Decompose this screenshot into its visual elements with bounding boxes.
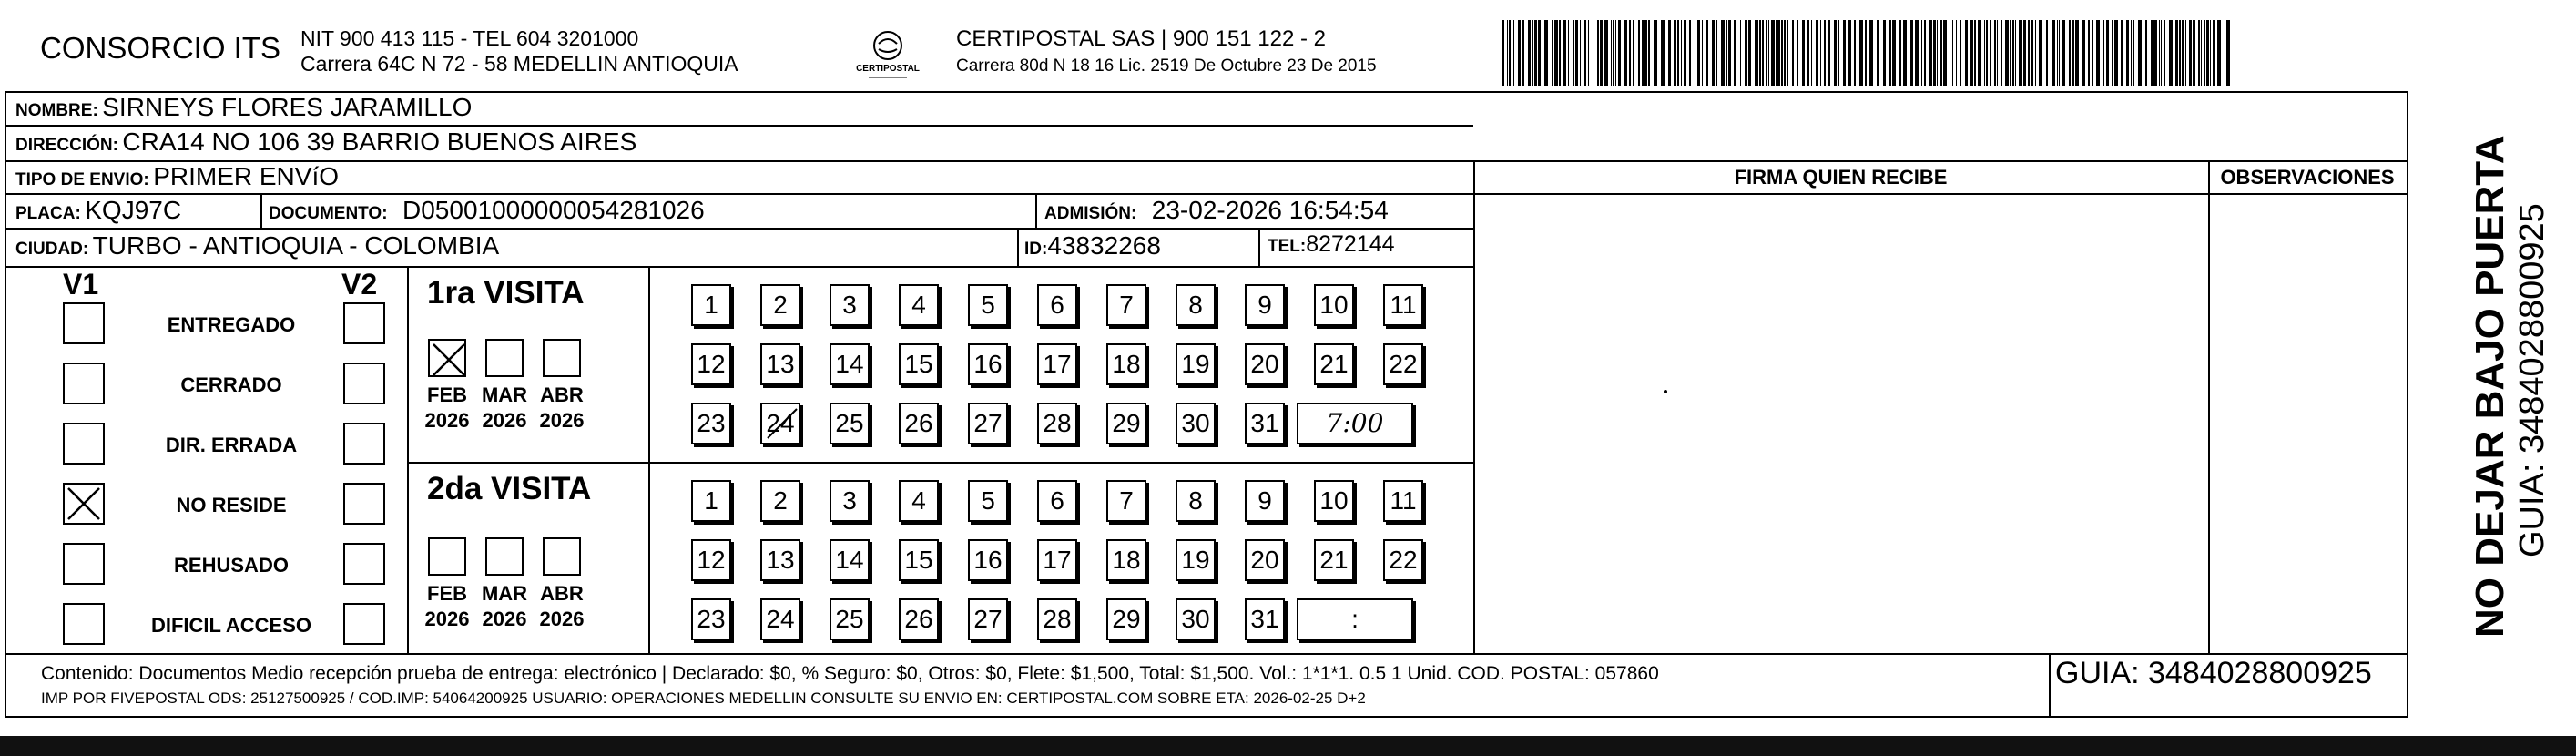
visit2-day[interactable]: 8 [1176,480,1216,522]
visit1-day[interactable]: 15 [899,343,939,385]
visit2-day[interactable]: 14 [830,539,870,581]
visit2-time-box[interactable]: : [1297,598,1413,640]
visit1-day[interactable]: 28 [1037,403,1077,444]
visit1-day[interactable]: 6 [1037,284,1077,326]
visit2-day[interactable]: 31 [1245,598,1285,640]
visit2-day[interactable]: 7 [1106,480,1146,522]
visit1-day[interactable]: 2 [760,284,800,326]
visit2-day[interactable]: 20 [1245,539,1285,581]
visit2-month-label: ABR 2026 [539,582,585,630]
documento-row [269,196,705,225]
visit2-day[interactable]: 21 [1314,539,1354,581]
status-label: NO RESIDE [176,494,287,516]
visit1-day[interactable]: 26 [899,403,939,444]
v2-checkbox[interactable] [343,483,385,525]
barcode [1502,20,2231,86]
certipostal-info [956,26,1377,80]
stray-mark [1664,390,1667,393]
v2-header: V2 [341,268,378,301]
visit2-day[interactable]: 13 [760,539,800,581]
placa-label: PLACA: [15,204,81,223]
visit2-day[interactable]: 15 [899,539,939,581]
v2-checkbox[interactable] [343,543,385,585]
v1-checkbox[interactable] [63,483,105,525]
visit1-day[interactable]: 27 [968,403,1008,444]
direccion-value: CRA14 NO 106 39 BARRIO BUENOS AIRES [122,128,637,156]
logo-text: CERTIPOSTAL [856,64,920,74]
visit1-day[interactable]: 20 [1245,343,1285,385]
visit1-day[interactable]: 30 [1176,403,1216,444]
status-label: CERRADO [180,373,282,396]
v1-checkbox[interactable] [63,543,105,585]
direccion-row [15,128,636,157]
visit2-month-checkbox[interactable] [485,537,524,576]
visit2-day[interactable]: 28 [1037,598,1077,640]
visit2-day[interactable]: 3 [830,480,870,522]
visit2-day[interactable]: 16 [968,539,1008,581]
visit2-month-label: MAR 2026 [481,582,528,630]
tipo-value: PRIMER ENVíO [153,162,340,190]
visit2-day[interactable]: 22 [1383,539,1423,581]
id-value: 43832268 [1047,231,1161,260]
tipo-row [15,162,339,191]
nombre-value: SIRNEYS FLORES JARAMILLO [102,93,473,121]
visit2-day[interactable]: 1 [691,480,731,522]
tipo-label: TIPO DE ENVIO: [15,170,149,189]
visit2-day[interactable]: 9 [1245,480,1285,522]
visit1-day[interactable]: 12 [691,343,731,385]
nit-line: NIT 900 413 115 - TEL 604 3201000 [300,26,639,50]
visit2-day[interactable]: 10 [1314,480,1354,522]
status-label: REHUSADO [174,554,289,577]
tel-row [1268,231,1395,258]
visit1-day[interactable]: 14 [830,343,870,385]
id-label: ID: [1024,240,1048,259]
visit1-day[interactable]: 23 [691,403,731,444]
visit2-day[interactable]: 2 [760,480,800,522]
visit1-day[interactable]: 18 [1106,343,1146,385]
tel-value: 8272144 [1306,231,1395,257]
visit1-day[interactable]: 1 [691,284,731,326]
visit1-day[interactable]: 8 [1176,284,1216,326]
visit2-day[interactable]: 26 [899,598,939,640]
v1-checkbox[interactable] [63,363,105,404]
v1-checkbox[interactable] [63,603,105,645]
visit1-title: 1ra VISITA [427,275,585,311]
v1-header: V1 [63,268,99,301]
visit2-day[interactable]: 18 [1106,539,1146,581]
visit1-day[interactable]: 5 [968,284,1008,326]
visit1-day[interactable]: 31 [1245,403,1285,444]
visit1-day[interactable]: 11 [1383,284,1423,326]
visit2-day[interactable]: 19 [1176,539,1216,581]
visit2-day[interactable]: 23 [691,598,731,640]
visit1-month-checkbox[interactable] [428,339,466,377]
direccion-label: DIRECCIÓN: [15,136,118,155]
visit1-month-label: FEB 2026 [424,383,470,432]
visit1-time-box[interactable]: 7:00 [1297,403,1413,444]
admision-label: ADMISIÓN: [1044,204,1137,223]
visit2-day[interactable]: 29 [1106,598,1146,640]
visit1-day[interactable]: 7 [1106,284,1146,326]
admision-value: 23-02-2026 16:54:54 [1151,196,1389,224]
v2-checkbox[interactable] [343,423,385,465]
admision-row [1044,196,1389,225]
visit2-day[interactable]: 4 [899,480,939,522]
visit1-day[interactable]: 29 [1106,403,1146,444]
visit2-day[interactable]: 30 [1176,598,1216,640]
nombre-label: NOMBRE: [15,101,98,120]
visit1-day[interactable]: 4 [899,284,939,326]
guia-number: GUIA: 3484028800925 [2055,656,2372,690]
visit2-day[interactable]: 12 [691,539,731,581]
visit2-day[interactable]: 24 [760,598,800,640]
documento-value: D05001000000054281026 [402,196,705,224]
v2-checkbox[interactable] [343,302,385,344]
status-label: DIFICIL ACCESO [150,614,311,637]
content-summary: Contenido: Documentos Medio recepción prueba de entrega: electrónico | Declarado: $0, % Seguro: $0, Otros: $0, Flete: $1,500, Total: $1,500. Vol.: 1*1*1. 0.5 1 Unid. COD. POSTAL: 057860 [41,663,1659,684]
certipostal-logo [856,27,920,82]
print-info: IMP POR FIVEPOSTAL ODS: 25127500925 / COD.IMP: 54064200925 USUARIO: OPERACIONES MEDELLIN CONSULTE SU ENVIO EN: CERTIPOSTAL.COM SOBRE ETA: 2026-02-25 D+2 [41,690,1366,707]
id-row [1024,231,1161,261]
visit1-month-label: MAR 2026 [481,383,528,432]
bottom-edge [0,736,2576,756]
visit1-day[interactable]: 16 [968,343,1008,385]
company-info [300,26,738,77]
visit2-month-checkbox[interactable] [543,537,581,576]
visit1-month-checkbox[interactable] [485,339,524,377]
visit2-title: 2da VISITA [427,471,592,506]
placa-row [15,196,181,225]
visit2-day[interactable]: 27 [968,598,1008,640]
visit1-day[interactable]: 17 [1037,343,1077,385]
tel-label: TEL: [1268,237,1307,256]
company-address: Carrera 64C N 72 - 58 MEDELLIN ANTIOQUIA [300,52,738,76]
v1-checkbox[interactable] [63,302,105,344]
visit1-day[interactable]: 13 [760,343,800,385]
status-label: ENTREGADO [167,313,296,336]
visit2-day[interactable]: 17 [1037,539,1077,581]
ciudad-label: CIUDAD: [15,240,89,259]
visit1-day[interactable]: 21 [1314,343,1354,385]
v2-checkbox[interactable] [343,603,385,645]
visit1-day[interactable]: 9 [1245,284,1285,326]
firma-header: FIRMA QUIEN RECIBE [1734,166,1948,189]
ciudad-row [15,231,499,261]
certipostal-line: CERTIPOSTAL SAS | 900 151 122 - 2 [956,26,1326,51]
v2-checkbox[interactable] [343,363,385,404]
visit2-day[interactable]: 5 [968,480,1008,522]
visit2-day[interactable]: 6 [1037,480,1077,522]
nombre-row [15,93,472,122]
observaciones-header: OBSERVACIONES [2220,166,2395,189]
visit2-day[interactable]: 11 [1383,480,1423,522]
certipostal-license: Carrera 80d N 18 16 Lic. 2519 De Octubre 23 De 2015 [956,56,1377,76]
status-label: DIR. ERRADA [165,434,298,456]
side-guia-number: GUIA: 3484028800925 [2513,203,2551,557]
no-dejar-bajo-puerta: NO DEJAR BAJO PUERTA [2468,135,2512,638]
company-name: CONSORCIO ITS [40,31,281,65]
documento-label: DOCUMENTO: [269,204,388,223]
visit1-month-checkbox[interactable] [543,339,581,377]
visit1-day[interactable]: 19 [1176,343,1216,385]
visit1-day[interactable]: 3 [830,284,870,326]
visit1-day[interactable]: 25 [830,403,870,444]
visit2-month-label: FEB 2026 [424,582,470,630]
visit1-day[interactable]: 10 [1314,284,1354,326]
v1-checkbox[interactable] [63,423,105,465]
visit1-day[interactable]: 24 [760,403,800,444]
visit1-day[interactable]: 22 [1383,343,1423,385]
visit2-month-checkbox[interactable] [428,537,466,576]
visit2-day[interactable]: 25 [830,598,870,640]
ciudad-value: TURBO - ANTIOQUIA - COLOMBIA [92,231,500,260]
placa-value: KQJ97C [85,196,182,224]
visit1-month-label: ABR 2026 [539,383,585,432]
delivery-form [5,91,2408,718]
